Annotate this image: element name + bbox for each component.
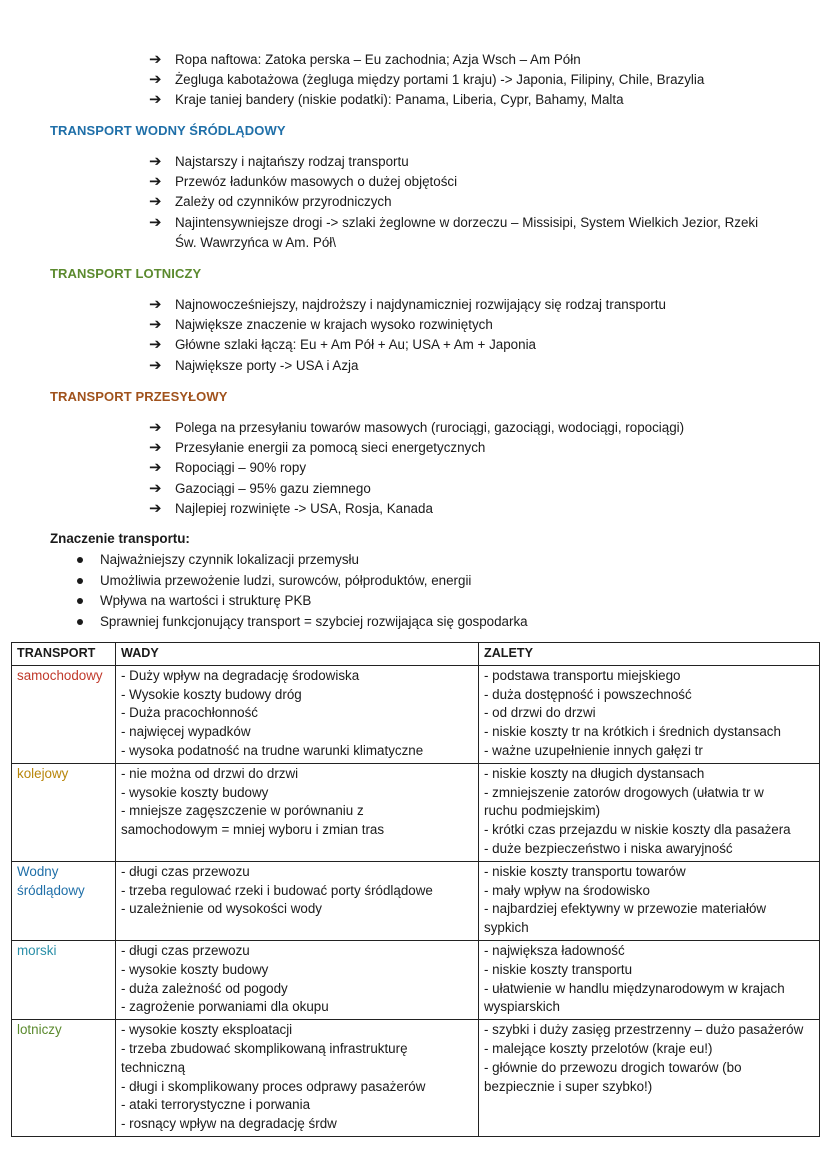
bullet-icon (77, 557, 83, 563)
zalety-line: - głównie do przewozu drogich towarów (bo (484, 1059, 742, 1075)
zalety-line: - ułatwienie w handlu międzynarodowym w krajach (484, 980, 785, 996)
zalety-line: - niskie koszty transportu (484, 961, 633, 977)
arrow-right-icon: ➔ (149, 213, 162, 231)
zalety-cell (479, 1020, 820, 1137)
list-item: ➔ Najnowocześniejszy, najdroższy i najdynamiczniej rozwijający się rodzaj transportu (149, 295, 666, 315)
bullet-icon (77, 619, 83, 625)
list-item: ➔ Kraje taniej bandery (niskie podatki): Panama, Liberia, Cypr, Bahamy, Malta (149, 90, 704, 110)
wady-cell (116, 763, 479, 861)
wady-line: techniczną (121, 1059, 186, 1075)
zalety-cell (479, 861, 820, 940)
bullet-icon (77, 578, 83, 584)
list-item: ➔ Polega na przesyłaniu towarów masowych (rurociągi, gazociągi, wodociągi, ropociągi) (149, 418, 684, 438)
list-item: ➔ Gazociągi – 95% gazu ziemnego (149, 479, 684, 499)
transport-type-cell: samochodowy (12, 665, 116, 763)
zalety-line: - od drzwi do drzwi (484, 705, 596, 721)
arrow-right-icon: ➔ (149, 193, 162, 211)
wady-line: - ataki terrorystyczne i porwania (121, 1097, 311, 1113)
list-item: ➔ Najintensywniejsze drogi -> szlaki żeglowne w dorzeczu – Missisipi, System Wielkich Jezior, Rzeki Św. Wawrzyńca w Am. Pół\ (149, 213, 759, 250)
transport-type-cell: Wodny śródlądowy (12, 861, 116, 940)
zalety-cell (479, 763, 820, 861)
zalety-line: - zmniejszenie zatorów drogowych (ułatwia tr w (484, 784, 764, 800)
arrow-right-icon: ➔ (149, 71, 162, 89)
zalety-line: - najbardziej efektywny w przewozie materiałów (484, 901, 767, 917)
arrow-right-icon: ➔ (149, 173, 162, 191)
section-title-air: TRANSPORT LOTNICZY (50, 266, 202, 281)
zalety-line: - niskie koszty tr na krótkich i średnich dystansach (484, 724, 781, 740)
wady-cell (116, 861, 479, 940)
wady-cell (116, 665, 479, 763)
list-item: Najważniejszy czynnik lokalizacji przemysłu (74, 550, 528, 571)
section-title-pipeline: TRANSPORT PRZESYŁOWY (50, 389, 228, 404)
wady-line: - najwięcej wypadków (121, 724, 251, 740)
wady-line: - długi i skomplikowany proces odprawy pasażerów (121, 1078, 426, 1094)
zalety-line: - krótki czas przejazdu w niskie koszty dla pasażera (484, 822, 791, 838)
wady-cell (116, 940, 479, 1019)
wady-line: - długi czas przewozu (121, 863, 250, 879)
list-item: ➔ Najlepiej rozwinięte -> USA, Rosja, Kanada (149, 499, 684, 519)
wady-line: - trzeba regulować rzeki i budować porty śródlądowe (121, 882, 433, 898)
list-item: ➔ Ropociągi – 90% ropy (149, 458, 684, 478)
zalety-line: - ważne uzupełnienie innych gałęzi tr (484, 742, 703, 758)
wady-line: - duża zależność od pogody (121, 980, 288, 996)
arrow-right-icon: ➔ (149, 479, 162, 497)
wady-line: - Wysokie koszty budowy dróg (121, 686, 302, 702)
wady-line: - wysokie koszty eksploatacji (121, 1022, 293, 1038)
wady-line: - Duża pracochłonność (121, 705, 258, 721)
bullet-icon (77, 598, 83, 604)
zalety-line: bezpiecznie i super szybko!) (484, 1078, 653, 1094)
table-header-row (12, 643, 820, 666)
arrow-right-icon: ➔ (149, 296, 162, 313)
table-row (12, 861, 820, 940)
table-row (12, 940, 820, 1019)
wady-line: - Duży wpływ na degradację środowiska (121, 667, 360, 683)
wady-line: - mniejsze zagęszczenie w porównaniu z (121, 803, 364, 819)
list-item: ➔ Zależy od czynników przyrodniczych (149, 192, 758, 212)
transport-type-cell: kolejowy (12, 763, 116, 861)
wady-line: - długi czas przewozu (121, 942, 250, 958)
header-zalety: ZALETY (479, 643, 820, 666)
zalety-line: - mały wpływ na środowisko (484, 882, 650, 898)
znaczenie-bullet-list (74, 550, 528, 632)
list-item: ➔ Przesyłanie energii za pomocą sieci energetycznych (149, 438, 684, 458)
air-list (149, 295, 666, 376)
zalety-line: - duża dostępność i powszechność (484, 686, 692, 702)
arrow-right-icon: ➔ (149, 356, 162, 374)
inland-water-list (149, 152, 758, 253)
zalety-line: - szybki i duży zasięg przestrzenny – dużo pasażerów (484, 1022, 804, 1038)
arrow-right-icon: ➔ (149, 419, 162, 436)
zalety-line: - duże bezpieczeństwo i niska awaryjność (484, 840, 733, 856)
section-title-inland-water: TRANSPORT WODNY ŚRÓDLĄDOWY (50, 123, 286, 138)
znaczenie-heading: Znaczenie transportu: (50, 531, 190, 546)
wady-line: - wysoka podatność na trudne warunki klimatyczne (121, 742, 424, 758)
transport-type-cell: lotniczy (12, 1020, 116, 1137)
arrow-right-icon: ➔ (149, 336, 162, 354)
header-wady: WADY (116, 643, 479, 666)
transport-comparison-table (11, 642, 820, 1137)
table-row (12, 763, 820, 861)
maritime-arrow-list (149, 50, 704, 111)
table-row (12, 665, 820, 763)
zalety-line: ruchu podmiejskim) (484, 803, 601, 819)
zalety-line: - malejące koszty przelotów (kraje eu!) (484, 1040, 713, 1056)
zalety-line: - podstawa transportu miejskiego (484, 667, 681, 683)
list-item: ➔ Największe porty -> USA i Azja (149, 356, 666, 376)
arrow-right-icon: ➔ (149, 91, 162, 109)
wady-line: samochodowym = mniej wyboru i zmian tras (121, 822, 385, 838)
zalety-cell (479, 940, 820, 1019)
wady-line: - uzależnienie od wysokości wody (121, 901, 322, 917)
arrow-right-icon: ➔ (149, 459, 162, 477)
header-transport: TRANSPORT (12, 643, 116, 666)
zalety-cell (479, 665, 820, 763)
list-item: Umożliwia przewożenie ludzi, surowców, półproduktów, energii (74, 571, 528, 592)
arrow-right-icon: ➔ (149, 439, 162, 457)
zalety-line: - niskie koszty na długich dystansach (484, 765, 705, 781)
zalety-line: - niskie koszty transportu towarów (484, 863, 686, 879)
arrow-right-icon: ➔ (149, 499, 162, 517)
arrow-right-icon: ➔ (149, 153, 162, 170)
wady-line: - trzeba zbudować skomplikowaną infrastrukturę (121, 1040, 408, 1056)
wady-line: - zagrożenie porwaniami dla okupu (121, 999, 329, 1015)
wady-cell (116, 1020, 479, 1137)
list-item: Wpływa na wartości i strukturę PKB (74, 591, 528, 612)
wady-line: - wysokie koszty budowy (121, 784, 269, 800)
list-item: ➔ Najstarszy i najtańszy rodzaj transportu (149, 152, 758, 172)
wady-line: - nie można od drzwi do drzwi (121, 765, 299, 781)
zalety-line: sypkich (484, 920, 529, 936)
wady-line: - wysokie koszty budowy (121, 961, 269, 977)
list-item: ➔ Największe znaczenie w krajach wysoko rozwiniętych (149, 315, 666, 335)
list-item: ➔ Ropa naftowa: Zatoka perska – Eu zachodnia; Azja Wsch – Am Półn (149, 50, 704, 70)
list-item: ➔ Żegluga kabotażowa (żegluga między portami 1 kraju) -> Japonia, Filipiny, Chile, Brazylia (149, 70, 704, 90)
pipeline-list (149, 418, 684, 519)
table-body (12, 665, 820, 1136)
zalety-line: - największa ładowność (484, 942, 625, 958)
table-row (12, 1020, 820, 1137)
zalety-line: wyspiarskich (484, 999, 560, 1015)
arrow-right-icon: ➔ (149, 51, 162, 68)
transport-type-cell: morski (12, 940, 116, 1019)
list-item: ➔ Główne szlaki łączą: Eu + Am Pół + Au; USA + Am + Japonia (149, 335, 666, 355)
wady-line: - rosnący wpływ na degradację śrdw (121, 1116, 337, 1132)
list-item: Sprawniej funkcjonujący transport = szybciej rozwijająca się gospodarka (74, 612, 528, 633)
list-item: ➔ Przewóz ładunków masowych o dużej objętości (149, 172, 758, 192)
arrow-right-icon: ➔ (149, 316, 162, 334)
